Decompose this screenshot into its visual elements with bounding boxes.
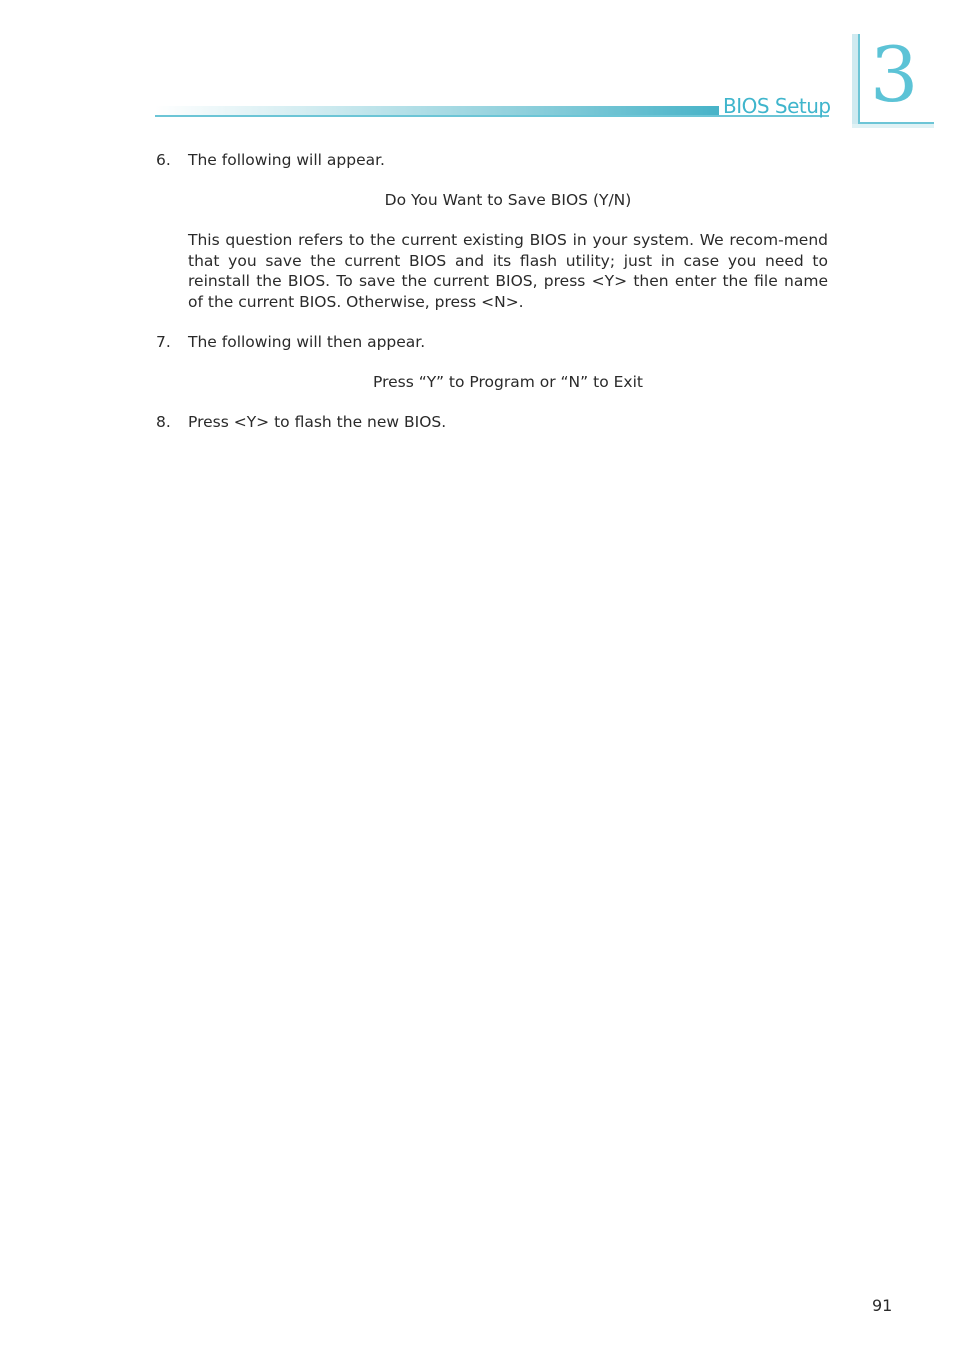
chapter-tab-border-bottom <box>858 122 934 124</box>
list-item-step-7 <box>156 332 828 353</box>
step-number: 6. <box>156 151 171 169</box>
chapter-tab-border-left <box>858 34 860 124</box>
list-item-step-6 <box>156 150 828 171</box>
program-prompt: Press “Y” to Program or “N” to Exit <box>373 372 643 391</box>
step-text: The following will then appear. <box>188 332 426 351</box>
page-content <box>156 150 828 432</box>
chapter-tab-shade-bottom <box>852 124 934 128</box>
step-text: The following will appear. <box>188 151 385 169</box>
section-title: BIOS Setup <box>723 94 831 118</box>
step-number: 8. <box>156 412 171 431</box>
step-text: Press <Y> to flash the new BIOS. <box>188 412 447 431</box>
bios-save-prompt: Do You Want to Save BIOS (Y/N) <box>384 191 632 209</box>
chapter-tab <box>852 30 932 126</box>
step-explanation: This question refers to the current existing BIOS in your system. We recom-mend that you save the current BIOS and its flash utility; just in case you need to reinstall the BIOS. To save the current BIOS, press <Y> then enter the file name of the current BIOS. Otherwise, press <N>. <box>188 231 828 311</box>
header-gradient-bar <box>155 106 719 115</box>
list-item-step-8 <box>156 412 828 433</box>
chapter-number: 3 <box>870 30 919 119</box>
step-number: 7. <box>156 332 171 351</box>
page-number: 91 <box>872 1296 893 1315</box>
